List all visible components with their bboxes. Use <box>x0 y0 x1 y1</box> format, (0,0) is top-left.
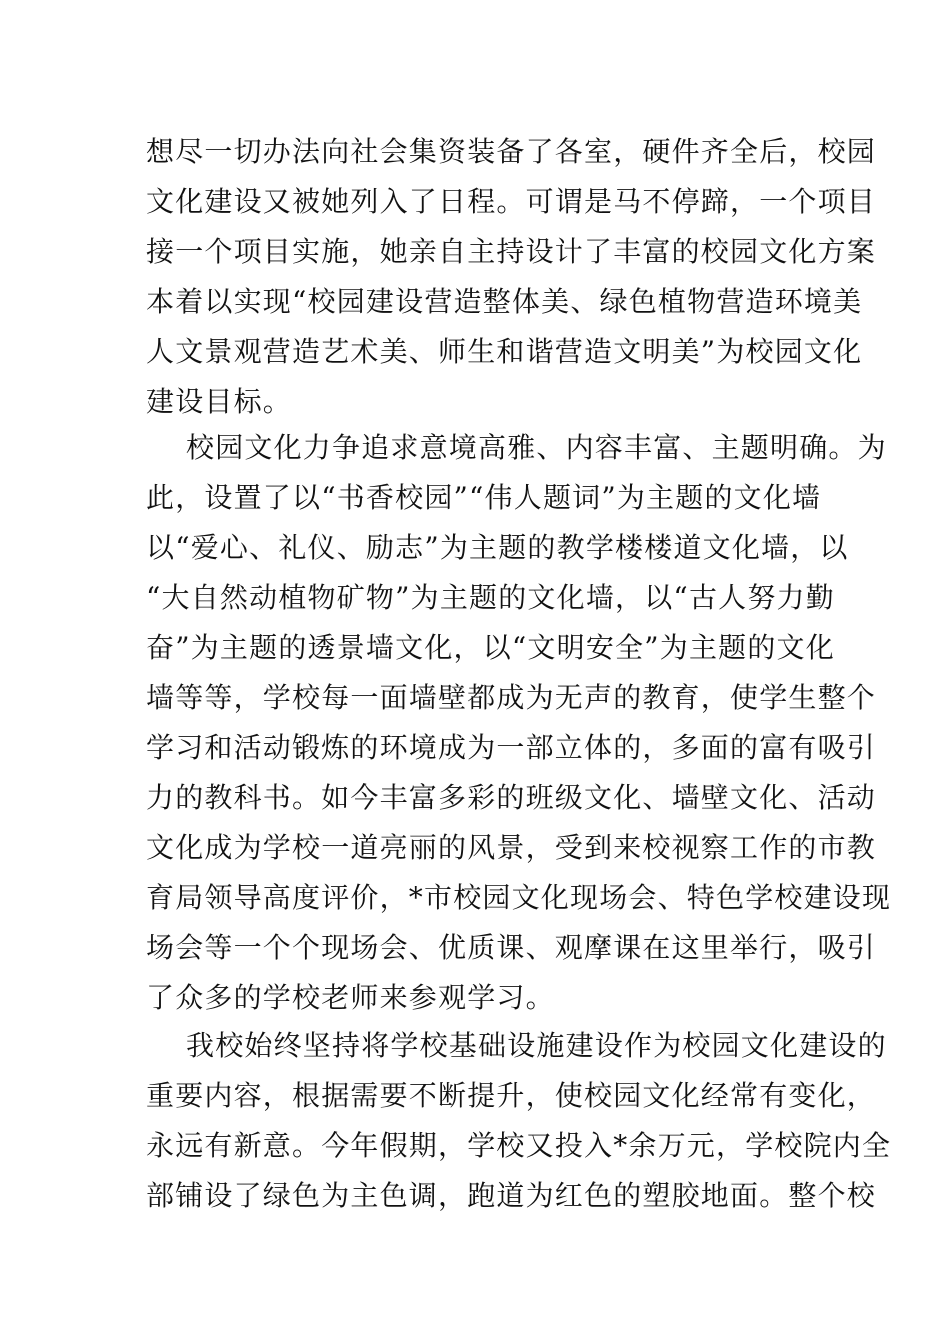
text-line: 本着以实现“校园建设营造整体美、绿色植物营造环境美 <box>146 285 863 318</box>
text-line: 校园文化力争追求意境高雅、内容丰富、主题明确。为 <box>186 431 887 464</box>
text-line: 建设目标。 <box>146 385 293 418</box>
text-line: 墙等等，学校每一面墙壁都成为无声的教育，使学生整个 <box>146 681 877 714</box>
text-line: 学习和活动锻炼的环境成为一部立体的，多面的富有吸引 <box>146 731 877 764</box>
text-line: 奋”为主题的透景墙文化，以“文明安全”为主题的文化 <box>146 631 835 664</box>
text-line: 部铺设了绿色为主色调，跑道为红色的塑胶地面。整个校 <box>146 1179 877 1212</box>
text-line: 了众多的学校老师来参观学习。 <box>146 981 555 1014</box>
text-line: “大自然动植物矿物”为主题的文化墙，以“古人努力勤 <box>146 581 835 614</box>
text-line: 我校始终坚持将学校基础设施建设作为校园文化建设的 <box>186 1029 887 1062</box>
text-line: 想尽一切办法向社会集资装备了各室，硬件齐全后，校园 <box>146 135 877 168</box>
text-line: 文化成为学校一道亮丽的风景，受到来校视察工作的市教 <box>146 831 877 864</box>
text-line: 场会等一个个现场会、优质课、观摩课在这里举行，吸引 <box>146 931 877 964</box>
text-line: 育局领导高度评价，*市校园文化现场会、特色学校建设现 <box>146 881 892 914</box>
text-line: 接一个项目实施，她亲自主持设计了丰富的校园文化方案 <box>146 235 877 268</box>
text-line: 此，设置了以“书香校园”“伟人题词”为主题的文化墙 <box>146 481 822 514</box>
text-line: 永远有新意。今年假期，学校又投入*余万元，学校院内全 <box>146 1129 892 1162</box>
text-line: 人文景观营造艺术美、师生和谐营造文明美”为校园文化 <box>146 335 863 368</box>
text-line: 重要内容，根据需要不断提升，使校园文化经常有变化， <box>146 1079 877 1112</box>
text-line: 以“爱心、礼仪、励志”为主题的教学楼楼道文化墙，以 <box>146 531 849 564</box>
text-line: 力的教科书。如今丰富多彩的班级文化、墙壁文化、活动 <box>146 781 877 814</box>
text-line: 文化建设又被她列入了日程。可谓是马不停蹄，一个项目 <box>146 185 877 218</box>
